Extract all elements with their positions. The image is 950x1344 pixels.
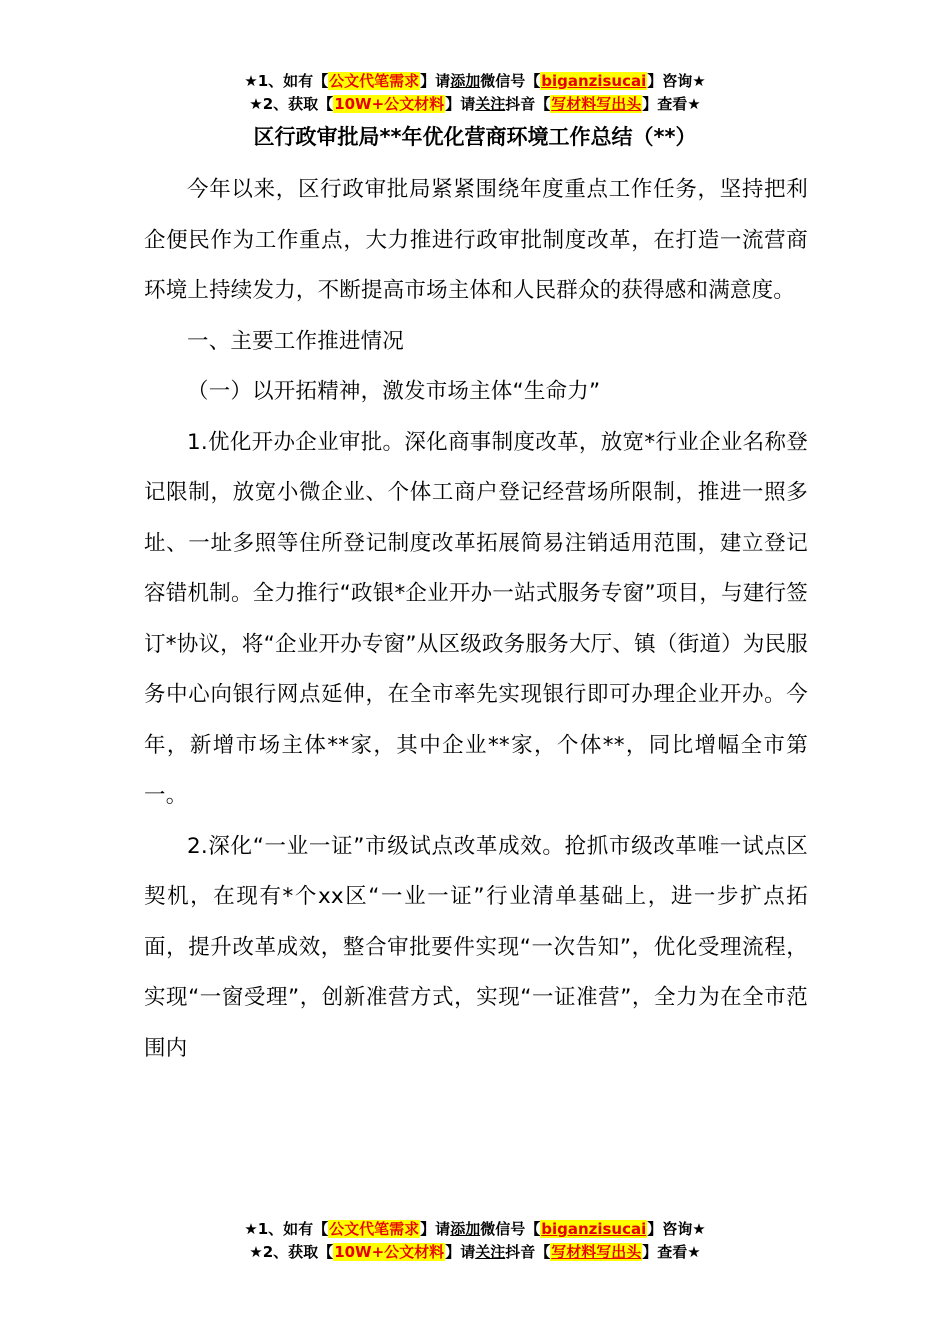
promo-line-1: ★1、如有【公文代笔需求】请添加微信号【biganzisucai】咨询★ — [244, 1220, 706, 1238]
heading-section-1: 一、主要工作推进情况 — [187, 328, 405, 354]
promo-line-2: ★2、获取【10W+公文材料】请关注抖音【写材料写出头】查看★ — [249, 95, 701, 113]
highlight-materials: 10W+公文材料 — [334, 1243, 445, 1261]
promo-line-1: ★1、如有【公文代笔需求】请添加微信号【biganzisucai】咨询★ — [244, 72, 706, 90]
highlight-service: 公文代笔需求 — [329, 1220, 420, 1238]
highlight-service: 公文代笔需求 — [329, 72, 420, 90]
document-title: 区行政审批局**年优化营商环境工作总结（**） — [253, 125, 697, 149]
douyin-account[interactable]: 写材料写出头 — [551, 1243, 642, 1261]
highlight-materials: 10W+公文材料 — [334, 95, 445, 113]
paragraph-item-2: 2.深化“一业一证”市级试点改革成效。抢抓市级改革唯一试点区契机，在现有*个xx区“一业一证”行业清单基础上，进一步扩点拓面，提升改革成效，整合审批要件实现“一次告知”，优化受理流程，实现“一窗受理”，创新准营方式，实现“一证准营”，全力为在全市范围内 — [144, 833, 808, 1061]
promo-line-2: ★2、获取【10W+公文材料】请关注抖音【写材料写出头】查看★ — [249, 1243, 701, 1261]
paragraph-intro: 今年以来，区行政审批局紧紧围绕年度重点工作任务，坚持把利企便民作为工作重点，大力推进行政审批制度改革，在打造一流营商环境上持续发力，不断提高市场主体和人民群众的获得感和满意度。 — [144, 177, 808, 303]
promo-banner-bottom — [0, 1218, 950, 1264]
wechat-id[interactable]: biganzisucai — [541, 72, 647, 90]
wechat-id[interactable]: biganzisucai — [541, 1220, 647, 1238]
heading-subsection-1: （一）以开拓精神，激发市场主体“生命力” — [187, 379, 601, 404]
paragraph-item-1: 1.优化开办企业审批。深化商事制度改革，放宽*行业企业名称登记限制，放宽小微企业、个体工商户登记经营场所限制，推进一照多址、一址多照等住所登记制度改革拓展简易注销适用范围，建立登记容错机制。全力推行“政银*企业开办一站式服务专窗”项目，与建行签订*协议，将“企业开办专窗”从区级政务服务大厅、镇（街道）为民服务中心向银行网点延伸，在全市率先实现银行即可办理企业开办。今年，新增市场主体**家，其中企业**家，个体**，同比增幅全市第一。 — [144, 429, 808, 808]
promo-banner-top — [0, 70, 950, 116]
document-body — [144, 165, 808, 1074]
douyin-account[interactable]: 写材料写出头 — [551, 95, 642, 113]
